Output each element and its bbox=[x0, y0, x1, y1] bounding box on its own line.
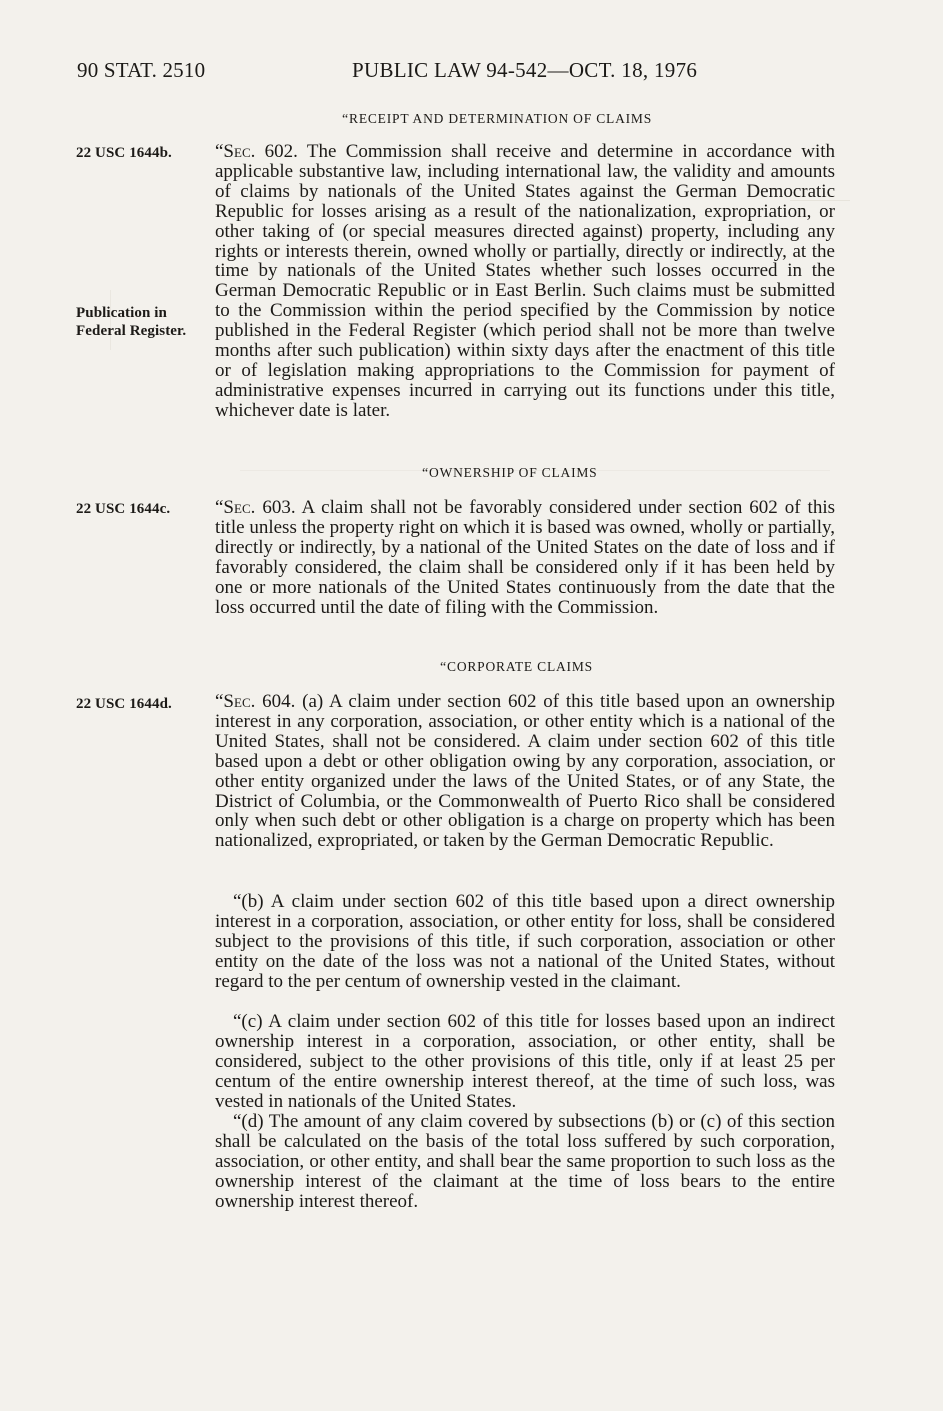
law-title: PUBLIC LAW 94-542—OCT. 18, 1976 bbox=[352, 58, 698, 82]
section-604-d-text: “(d) The amount of any claim covered by subsections (b) or (c) of this section shall be calculated on the basis of the total loss suffered by such corporation, association, or other entity, and shall bear the same proportion to such loss as the ownership interest of the claimant at the time of loss bears to the entire ownership interest thereof. bbox=[215, 1111, 835, 1212]
margin-note-usc-1644b: 22 USC 1644b. bbox=[76, 145, 172, 161]
margin-note-usc-1644c: 22 USC 1644c. bbox=[76, 501, 171, 517]
section-heading-ownership: “OWNERSHIP OF CLAIMS bbox=[422, 465, 598, 481]
stat-reference: 90 STAT. 2510 bbox=[77, 58, 206, 82]
running-head bbox=[77, 58, 837, 86]
margin-note-publication: Publication in bbox=[76, 305, 168, 321]
section-heading-receipt: “RECEIPT AND DETERMINATION OF CLAIMS bbox=[342, 111, 653, 127]
section-heading-corporate: “CORPORATE CLAIMS bbox=[440, 659, 593, 675]
margin-note-usc-1644d: 22 USC 1644d. bbox=[76, 696, 172, 712]
margin-note-federal-register: Federal Register. bbox=[76, 323, 187, 339]
section-604-c-text: “(c) A claim under section 602 of this title for losses based upon an indirect ownership interest in a corporation, association, or other entity, shall be considered, subject to the other provisions of this title, only if at least 25 per centum of the entire ownership interest thereof, at the time of such loss, was vested in nationals of the United States. bbox=[215, 1011, 835, 1112]
section-604-a-text: “Sec. 604. (a) A claim under section 602 of this title based upon an ownership interest in any corporation, association, or other entity which is a national of the United States, shall not be considered. A claim under section 602 of this title based upon a debt or other obligation owing by any corporation, association, or other entity organized under the laws of the United States, or of any State, the District of Columbia, or the Commonwealth of Puerto Rico shall be considered only when such debt or other obligation is a charge on property which has been nationalized, expropriated, or taken by the German Democratic Republic. bbox=[215, 691, 835, 852]
section-603-text: “Sec. 603. A claim shall not be favorably considered under section 602 of this title unless the property right on which it is based was owned, wholly or partially, directly or indirectly, by a national of the United States on the date of loss and if favorably considered, the claim shall be considered only if it has been held by one or more nationals of the United States continuously from the date that the loss occurred until the date of filing with the Commission. bbox=[215, 497, 835, 618]
section-604-b-text: “(b) A claim under section 602 of this title based upon a direct ownership interest in a corporation, association, or other entity for loss, shall be considered subject to the provisions of this title, if such corporation, association or other entity on the date of the loss was not a national of the United States, without regard to the per centum of ownership vested in the claimant. bbox=[215, 891, 835, 992]
section-602-text: “Sec. 602. The Commission shall receive and determine in accordance with applicable substantive law, including international law, the validity and amounts of claims by nationals of the United States against the German Democratic Republic for losses arising as a result of the nationalization, expropriation, or other taking of (or special measures directed against) property, including any rights or interests therein, owned wholly or partially, directly or indirectly, at the time by nationals of the United States whether such losses occurred in the German Democratic Republic or in East Berlin. Such claims must be submitted to the Commission within the period specified by the Commission by notice published in the Federal Register (which period shall not be more than twelve months after such publication) within sixty days after the enactment of this title or of legislation making appropriations to the Commission for payment of administrative expenses incurred in carrying out its functions under this title, whichever date is later. bbox=[215, 141, 835, 421]
